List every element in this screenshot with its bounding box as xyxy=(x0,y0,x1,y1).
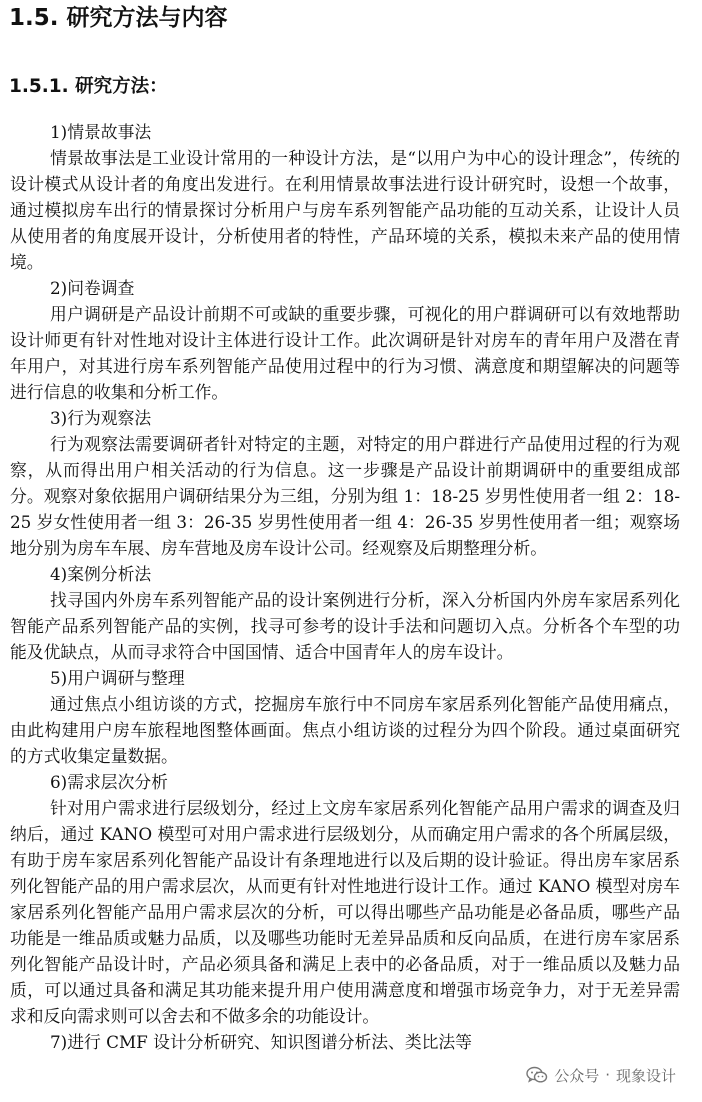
wechat-icon xyxy=(526,1066,548,1084)
method-text-observation: 行为观察法需要调研者针对特定的主题，对特定的用户群进行产品使用过程的行为观察，从而得出用户相关活动的行为信息。这一步骤是产品设计前期调研中的重要组成部分。观察对象依据用户调研结果分为三组，分别为组 1：18-25 岁男性使用者一组 2：18-25 岁女性使用者一组 3：26-35 岁男性使用者一组 4：26-35 岁男性使用者一组；观察场地分别为房车车展、房车营地及房车设计公司。经观察及后期整理分析。 xyxy=(10,434,680,558)
method-title-needs-hierarchy: 6)需求层次分析 xyxy=(50,772,168,792)
method-text-needs-hierarchy: 针对用户需求进行层级划分，经过上文房车家居系列化智能产品用户需求的调查及归纳后，通过 KANO 模型可对用户需求进行层级划分，从而确定用户需求的各个所属层级，有助于房车家居系列化智能产品设计有条理地进行以及后期的设计验证。得出房车家居系列化智能产品的用户需求层次，从而更有针对性地进行设计工作。通过 KANO 模型对房车家居系列化智能产品用户需求层次的分析，可以得出哪些产品功能是必备品质，哪些产品功能是一维品质或魅力品质，以及哪些功能时无差异品质和反向品质，在进行房车家居系列化智能产品设计时，产品必须具备和满足上表中的必备品质，对于一维品质以及魅力品质，可以通过具备和满足其功能来提升用户使用满意度和增强市场竞争力，对于无差异需求和反向需求则可以舍去和不做多余的功能设计。 xyxy=(10,798,680,1026)
method-text-case-study: 找寻国内外房车系列智能产品的设计案例进行分析，深入分析国内外房车家居系列化智能产品系列智能产品的实例，找寻可参考的设计手法和问题切入点。分析各个车型的功能及优缺点，从而寻求符合中国国情、适合中国青年人的房车设计。 xyxy=(10,590,680,662)
method-text-scenario: 情景故事法是工业设计常用的一种设计方法，是“以用户为中心的设计理念”，传统的设计模式从设计者的角度出发进行。在利用情景故事法进行设计研究时，设想一个故事，通过模拟房车出行的情景探讨分析用户与房车系列智能产品功能的互动关系，让设计人员从使用者的角度展开设计，分析使用者的特性，产品环境的关系，模拟未来产品的使用情境。 xyxy=(10,148,680,272)
method-title-scenario: 1)情景故事法 xyxy=(50,122,152,142)
watermark-separator: · xyxy=(605,1066,610,1084)
method-title-questionnaire: 2)问卷调查 xyxy=(50,278,135,298)
method-title-observation: 3)行为观察法 xyxy=(50,408,152,428)
method-text-user-research: 通过焦点小组访谈的方式，挖掘房车旅行中不同房车家居系列化智能产品使用痛点，由此构建用户房车旅程地图整体画面。焦点小组访谈的过程分为四个阶段。通过桌面研究的方式收集定量数据。 xyxy=(10,694,680,766)
watermark xyxy=(522,1063,680,1087)
watermark-label: 公众号 xyxy=(554,1066,600,1085)
method-title-user-research: 5)用户调研与整理 xyxy=(50,668,185,688)
methods-list xyxy=(10,119,680,1055)
method-title-cmf: 7)进行 CMF 设计分析研究、知识图谱分析法、类比法等 xyxy=(50,1032,472,1052)
subsection-title: 1.5.1. 研究方法： xyxy=(9,76,168,97)
section-title: 1.5. 研究方法与内容 xyxy=(9,5,228,31)
watermark-account: 现象设计 xyxy=(615,1066,676,1085)
method-title-case-study: 4)案例分析法 xyxy=(50,564,152,584)
method-text-questionnaire: 用户调研是产品设计前期不可或缺的重要步骤，可视化的用户群调研可以有效地帮助设计师更有针对性地对设计主体进行设计工作。此次调研是针对房车的青年用户及潜在青年用户，对其进行房车系列智能产品使用过程中的行为习惯、满意度和期望解决的问题等进行信息的收集和分析工作。 xyxy=(10,304,680,402)
